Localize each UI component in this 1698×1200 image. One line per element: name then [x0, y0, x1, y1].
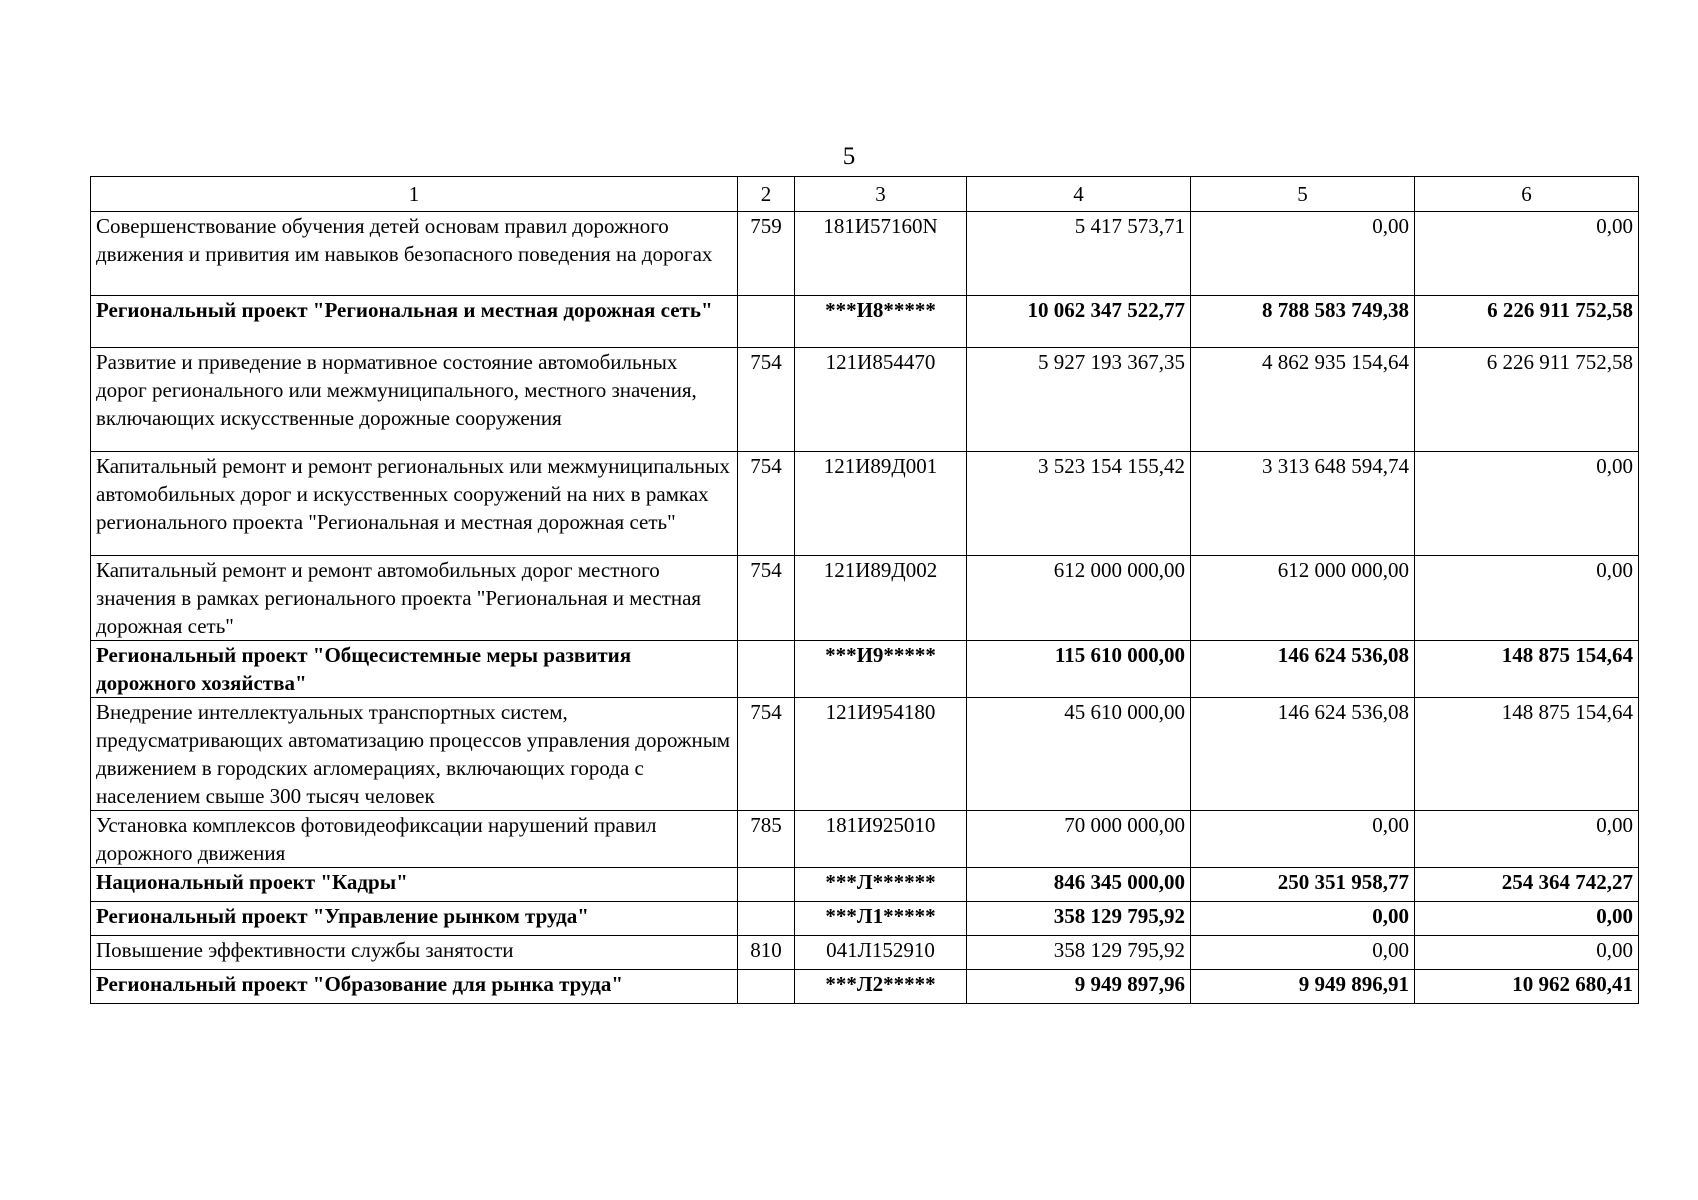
row-value-col6: 10 962 680,41 [1415, 970, 1639, 1004]
row-target-code: 121И89Д001 [795, 452, 967, 556]
row-value-col4: 45 610 000,00 [967, 698, 1191, 811]
row-value-col5: 146 624 536,08 [1191, 698, 1415, 811]
table-row [91, 641, 1639, 698]
row-value-col4: 5 927 193 367,35 [967, 348, 1191, 452]
row-code: 785 [738, 811, 795, 868]
table-row [91, 348, 1639, 452]
table-row [91, 868, 1639, 902]
column-header: 5 [1191, 177, 1415, 212]
row-value-col5: 612 000 000,00 [1191, 556, 1415, 641]
table-row [91, 452, 1639, 556]
row-value-col4: 3 523 154 155,42 [967, 452, 1191, 556]
row-value-col4: 115 610 000,00 [967, 641, 1191, 698]
row-code: 754 [738, 556, 795, 641]
row-target-code: 181И57160N [795, 212, 967, 296]
table-row [91, 902, 1639, 936]
table-row [91, 296, 1639, 348]
row-target-code: ***И9***** [795, 641, 967, 698]
row-code: 754 [738, 698, 795, 811]
row-value-col4: 612 000 000,00 [967, 556, 1191, 641]
column-header: 4 [967, 177, 1191, 212]
row-name: Капитальный ремонт и ремонт автомобильных дорог местного значения в рамках регионального проекта "Региональная и местная дорожная сеть" [91, 556, 738, 641]
row-code [738, 296, 795, 348]
row-value-col4: 70 000 000,00 [967, 811, 1191, 868]
row-value-col6: 0,00 [1415, 811, 1639, 868]
row-value-col6: 0,00 [1415, 902, 1639, 936]
row-value-col5: 3 313 648 594,74 [1191, 452, 1415, 556]
row-target-code: ***Л2***** [795, 970, 967, 1004]
row-name: Совершенствование обучения детей основам правил дорожного движения и привития им навыков безопасного поведения на дорогах [91, 212, 738, 296]
table-row [91, 212, 1639, 296]
row-value-col6: 0,00 [1415, 212, 1639, 296]
row-target-code: 181И925010 [795, 811, 967, 868]
row-value-col5: 4 862 935 154,64 [1191, 348, 1415, 452]
row-value-col6: 0,00 [1415, 452, 1639, 556]
row-target-code: 041Л152910 [795, 936, 967, 970]
row-name: Региональный проект "Общесистемные меры развития дорожного хозяйства" [91, 641, 738, 698]
row-value-col4: 10 062 347 522,77 [967, 296, 1191, 348]
row-name: Повышение эффективности службы занятости [91, 936, 738, 970]
row-name: Региональный проект "Образование для рынка труда" [91, 970, 738, 1004]
row-name: Развитие и приведение в нормативное состояние автомобильных дорог регионального или межмуниципального, местного значения, включающих искусственные дорожные сооружения [91, 348, 738, 452]
column-header: 1 [91, 177, 738, 212]
row-code: 810 [738, 936, 795, 970]
row-target-code: ***И8***** [795, 296, 967, 348]
row-value-col5: 0,00 [1191, 902, 1415, 936]
column-header: 2 [738, 177, 795, 212]
row-value-col5: 146 624 536,08 [1191, 641, 1415, 698]
row-value-col6: 0,00 [1415, 936, 1639, 970]
row-value-col6: 6 226 911 752,58 [1415, 348, 1639, 452]
row-name: Установка комплексов фотовидеофиксации нарушений правил дорожного движения [91, 811, 738, 868]
row-name: Внедрение интеллектуальных транспортных систем, предусматривающих автоматизацию процессов управления дорожным движением в городских агломерациях, включающих города с населением свыше 300 тысяч человек [91, 698, 738, 811]
row-target-code: ***Л****** [795, 868, 967, 902]
row-code: 759 [738, 212, 795, 296]
table-row [91, 970, 1639, 1004]
row-value-col5: 8 788 583 749,38 [1191, 296, 1415, 348]
row-value-col4: 9 949 897,96 [967, 970, 1191, 1004]
row-target-code: 121И89Д002 [795, 556, 967, 641]
row-target-code: 121И854470 [795, 348, 967, 452]
row-name: Капитальный ремонт и ремонт региональных или межмуниципальных автомобильных дорог и искусственных сооружений на них в рамках регионального проекта "Региональная и местная дорожная сеть" [91, 452, 738, 556]
row-value-col5: 250 351 958,77 [1191, 868, 1415, 902]
row-code [738, 868, 795, 902]
row-value-col5: 0,00 [1191, 212, 1415, 296]
page-number: 5 [842, 143, 856, 170]
row-value-col6: 254 364 742,27 [1415, 868, 1639, 902]
row-value-col6: 148 875 154,64 [1415, 641, 1639, 698]
table-row [91, 556, 1639, 641]
column-header: 3 [795, 177, 967, 212]
header-row [91, 177, 1639, 212]
row-name: Национальный проект "Кадры" [91, 868, 738, 902]
row-code: 754 [738, 452, 795, 556]
row-name: Региональный проект "Управление рынком труда" [91, 902, 738, 936]
row-value-col6: 0,00 [1415, 556, 1639, 641]
row-value-col5: 0,00 [1191, 936, 1415, 970]
row-value-col6: 148 875 154,64 [1415, 698, 1639, 811]
table-row [91, 811, 1639, 868]
row-target-code: 121И954180 [795, 698, 967, 811]
budget-table [90, 176, 1639, 1004]
row-value-col4: 358 129 795,92 [967, 902, 1191, 936]
row-value-col4: 846 345 000,00 [967, 868, 1191, 902]
row-code [738, 902, 795, 936]
table-row [91, 936, 1639, 970]
row-code [738, 641, 795, 698]
row-value-col5: 0,00 [1191, 811, 1415, 868]
row-code [738, 970, 795, 1004]
row-code: 754 [738, 348, 795, 452]
row-target-code: ***Л1***** [795, 902, 967, 936]
column-header: 6 [1415, 177, 1639, 212]
row-value-col4: 358 129 795,92 [967, 936, 1191, 970]
row-value-col6: 6 226 911 752,58 [1415, 296, 1639, 348]
row-value-col4: 5 417 573,71 [967, 212, 1191, 296]
row-name: Региональный проект "Региональная и местная дорожная сеть" [91, 296, 738, 348]
table-row [91, 698, 1639, 811]
row-value-col5: 9 949 896,91 [1191, 970, 1415, 1004]
